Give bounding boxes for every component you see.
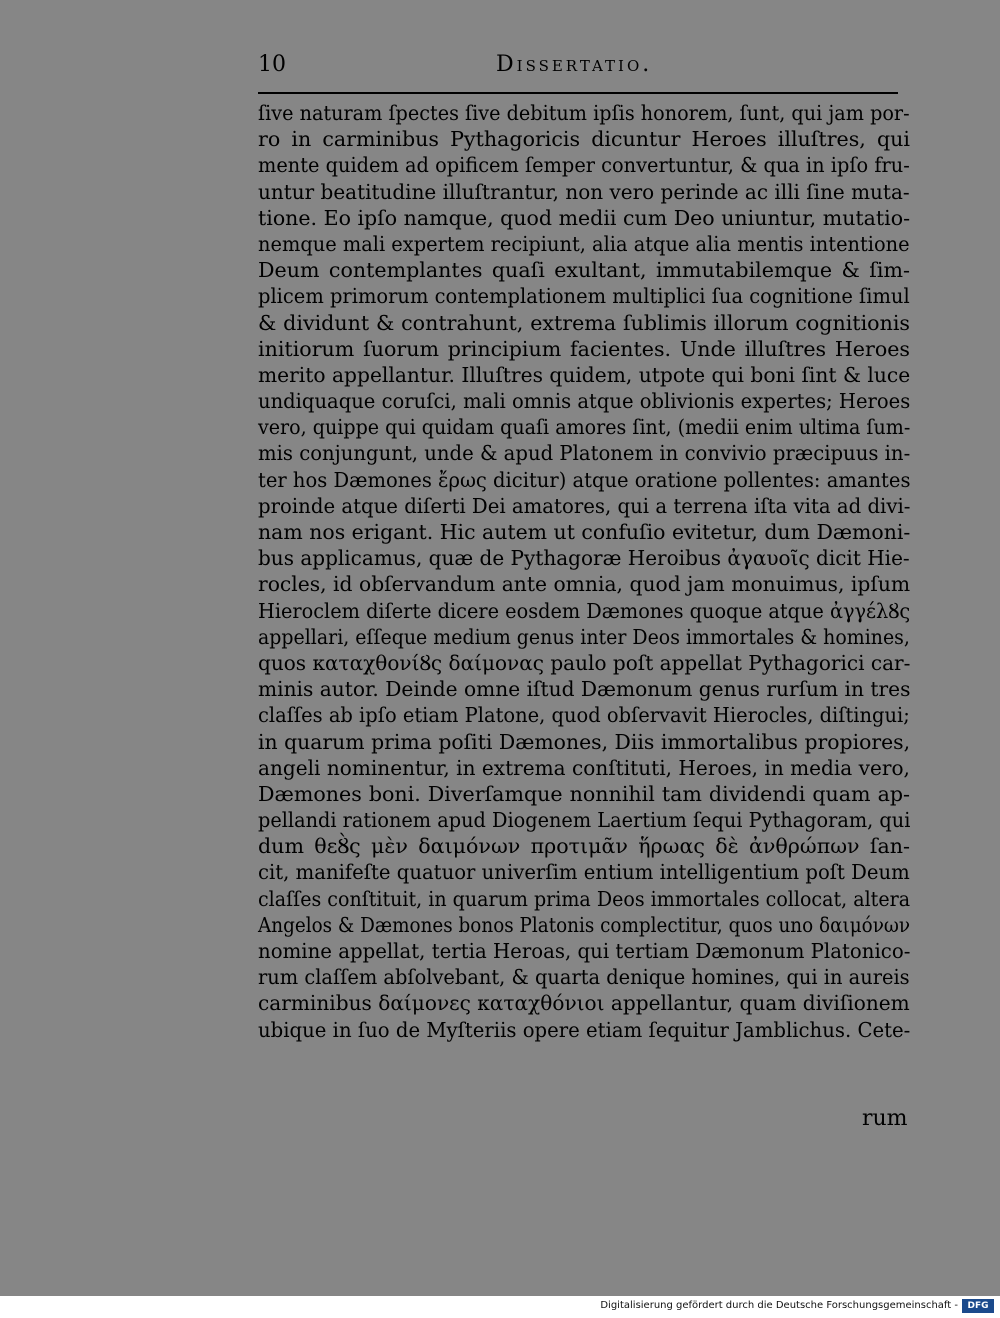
footer: [0, 1296, 1000, 1318]
page-number: 10: [258, 52, 286, 77]
text-line: dum θεȢ̀ς μὲν δαιμόνων προτιμᾶν ἥρωας δὲ ἀνθρώπων ſan-: [258, 834, 910, 859]
text-line: minis autor. Deinde omne iſtud Dæmonum genus rurſum in tres: [258, 677, 911, 702]
text-line: ubique in ſuo de Myſteriis opere etiam ſequitur Jamblichus. Cete-: [258, 1017, 911, 1042]
text-line: nomine appellat, tertia Heroas, qui tertiam Dæmonum Platonico-: [258, 939, 911, 963]
text-line: Dæmones boni. Diverſamque nonnihil tam dividendi quam ap-: [258, 781, 910, 806]
text-line: quos καταχθονίȢς δαίμονας paulo poſt appellat Pythagorici car-: [258, 650, 911, 675]
text-line: rocles, id obſervandum ante omnia, quod jam monuimus, ipſum: [258, 572, 911, 597]
text-line: ſive naturam ſpectes ſive debitum ipſis honorem, ſunt, qui jam por-: [258, 101, 910, 125]
text-line: ter hos Dæmones ἔρως dicitur) atque oratione pollentes: amantes: [258, 467, 911, 492]
text-line: carminibus δαίμονες καταχθόνιοι appellantur, quam diviſionem: [258, 991, 910, 1016]
text-line: nemque mali expertem recipiunt, alia atque alia mentis intentione: [258, 231, 910, 256]
text-line: Deum contemplantes quaſi exultant, immutabilemque & ſim-: [258, 258, 910, 283]
text-line: undiquaque coruſci, mali omnis atque oblivionis expertes; Heroes: [258, 389, 911, 414]
running-head: Dissertatio.: [496, 52, 653, 77]
text-line: angeli nominentur, in extrema conſtituti, Heroes, in media vero,: [258, 755, 910, 780]
text-line: tione. Eo ipſo namque, quod medii cum Deo uniuntur, mutatio-: [258, 205, 911, 230]
text-line: untur beatitudine illuſtrantur, non vero perinde ac illi ſine muta-: [258, 179, 910, 204]
text-line: & dividunt & contrahunt, extrema ſublimis illorum cognitionis: [258, 310, 910, 335]
text-line: claſſes ab ipſo etiam Platone, quod obſervavit Hierocles, diſtingui;: [258, 703, 910, 728]
text-line: in quarum prima poſiti Dæmones, Diis immortalibus propiores,: [258, 729, 911, 754]
text-line: nam nos erigant. Hic autem ut confuſio evitetur, dum Dæmoni-: [258, 520, 911, 544]
text-line: vero, quippe qui quidam quaſi amores ſint, (medii enim ultima ſum-: [258, 415, 911, 440]
catchword: rum: [862, 1106, 908, 1131]
text-line: bus applicamus, quæ de Pythagoræ Heroibus ἀγαυοῖς dicit Hie-: [258, 546, 910, 571]
text-line: merito appellantur. Illuſtres quidem, utpote qui boni ſint & luce: [258, 362, 911, 387]
page-header: [258, 52, 898, 86]
text-line: claſſes conſtituit, in quarum prima Deos immortales collocat, altera: [258, 886, 911, 911]
header-rule: [258, 92, 898, 94]
text-line: proinde atque diſerti Dei amatores, qui a terrena iſta vita ad divi-: [258, 493, 911, 518]
text-line: rum claſſem abſolvebant, & quarta denique homines, qui in aureis: [258, 965, 910, 990]
text-line: ro in carminibus Pythagoricis dicuntur Heroes illuſtres, qui: [258, 127, 910, 152]
text-line: Hieroclem diſerte dicere eosdem Dæmones quoque atque ἀγγέλȢς: [258, 598, 911, 623]
text-line: mis conjungunt, unde & apud Platonem in convivio præcipuus in-: [258, 441, 911, 466]
text-line: initiorum ſuorum principium facientes. Unde illuſtres Heroes: [258, 336, 910, 361]
dfg-logo: DFG: [962, 1299, 994, 1313]
text-line: appellari, eſſeque medium genus inter Deos immortales & homines,: [258, 624, 910, 649]
text-line: mente quidem ad opificem ſemper convertuntur, & qua in ipſo fru-: [258, 153, 910, 178]
text-line: pellandi rationem apud Diogenem Laertium ſequi Pythagoram, qui: [258, 808, 911, 833]
text-line: cit, manifeſte quatuor univerſim entium intelligentium poſt Deum: [258, 860, 910, 885]
text-line: plicem primorum contemplationem multiplici ſua cognitione ſimul: [258, 284, 910, 309]
text-line: Angelos & Dæmones bonos Platonis complectitur, quos uno δαιμόνων: [258, 912, 911, 937]
digitization-credit: Digitalisierung gefördert durch die Deutsche Forschungsgemeinschaft -: [600, 1300, 958, 1311]
body-text: [258, 100, 910, 1043]
